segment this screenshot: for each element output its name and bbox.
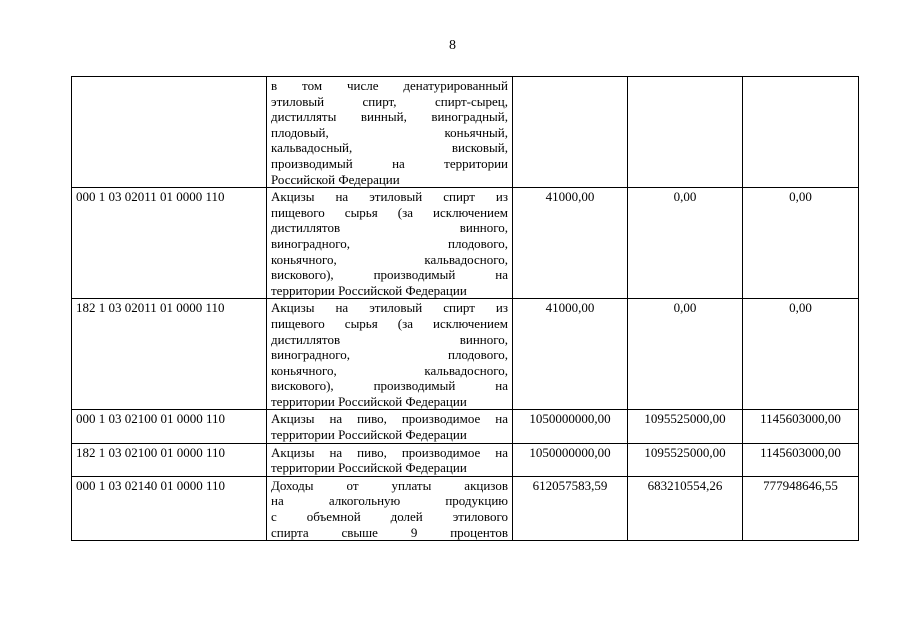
- table-row: [72, 77, 859, 188]
- revenue-name-cell: [267, 299, 513, 410]
- amount-year-1-cell: 1050000000,00: [513, 410, 628, 443]
- amount-year-3-cell: 777948646,55: [743, 476, 859, 540]
- budget-code-cell: 000 1 03 02011 01 0000 110: [72, 188, 267, 299]
- amount-year-1-cell: 41000,00: [513, 188, 628, 299]
- text-line: дистилляты винный, виноградный,: [271, 109, 508, 125]
- amount-year-3-cell: 0,00: [743, 299, 859, 410]
- amount-year-2-cell: 1095525000,00: [628, 443, 743, 476]
- amount-year-3-cell: [743, 77, 859, 188]
- text-line: спирта свыше 9 процентов: [271, 524, 508, 540]
- amount-year-1-cell: 41000,00: [513, 299, 628, 410]
- text-line: с объемной долей этилового: [271, 509, 508, 525]
- table-row: [72, 299, 859, 410]
- amount-year-2-cell: [628, 77, 743, 188]
- text-line: виноградного, плодового,: [271, 347, 508, 363]
- revenue-name-cell: [267, 188, 513, 299]
- text-line: плодовый, коньячный,: [271, 124, 508, 140]
- budget-revenue-table: [71, 76, 859, 541]
- text-line: вискового), производимый на: [271, 378, 508, 394]
- amount-year-2-cell: 0,00: [628, 188, 743, 299]
- amount-year-1-cell: 612057583,59: [513, 476, 628, 540]
- text-line: Акцизы на этиловый спирт из: [271, 300, 508, 316]
- budget-code-cell: 000 1 03 02140 01 0000 110: [72, 476, 267, 540]
- text-line: дистиллятов винного,: [271, 331, 508, 347]
- text-line: территории Российской Федерации: [271, 460, 467, 476]
- budget-code-cell: [72, 77, 267, 188]
- text-line: территории Российской Федерации: [271, 282, 467, 298]
- text-line: кальвадосный, висковый,: [271, 140, 508, 156]
- text-line: Российской Федерации: [271, 171, 400, 187]
- text-line: коньячного, кальвадосного,: [271, 251, 508, 267]
- amount-year-2-cell: 0,00: [628, 299, 743, 410]
- text-line: на алкогольную продукцию: [271, 493, 508, 509]
- revenue-name-cell: [267, 77, 513, 188]
- text-line: дистиллятов винного,: [271, 220, 508, 236]
- revenue-name-cell: [267, 476, 513, 540]
- budget-code-cell: 182 1 03 02011 01 0000 110: [72, 299, 267, 410]
- amount-year-1-cell: [513, 77, 628, 188]
- text-line: пищевого сырья (за исключением: [271, 315, 508, 331]
- text-line: производимый на территории: [271, 155, 508, 171]
- table-row: [72, 410, 859, 443]
- text-line: вискового), производимый на: [271, 267, 508, 283]
- table-row: [72, 443, 859, 476]
- revenue-name-cell: [267, 443, 513, 476]
- amount-year-1-cell: 1050000000,00: [513, 443, 628, 476]
- text-line: этиловый спирт, спирт-сырец,: [271, 93, 508, 109]
- table-row: [72, 188, 859, 299]
- text-line: в том числе денатурированный: [271, 78, 508, 93]
- table-row: [72, 476, 859, 540]
- text-line: Доходы от уплаты акцизов: [271, 477, 508, 493]
- text-line: территории Российской Федерации: [271, 393, 467, 409]
- amount-year-3-cell: 0,00: [743, 188, 859, 299]
- amount-year-2-cell: 1095525000,00: [628, 410, 743, 443]
- text-line: коньячного, кальвадосного,: [271, 362, 508, 378]
- amount-year-3-cell: 1145603000,00: [743, 443, 859, 476]
- amount-year-3-cell: 1145603000,00: [743, 410, 859, 443]
- text-line: виноградного, плодового,: [271, 235, 508, 251]
- page-number: 8: [449, 38, 456, 53]
- text-line: Акцизы на пиво, производимое на: [271, 444, 508, 460]
- text-line: Акцизы на пиво, производимое на: [271, 411, 508, 427]
- budget-code-cell: 182 1 03 02100 01 0000 110: [72, 443, 267, 476]
- revenue-name-cell: [267, 410, 513, 443]
- text-line: пищевого сырья (за исключением: [271, 204, 508, 220]
- text-line: территории Российской Федерации: [271, 427, 467, 443]
- text-line: Акцизы на этиловый спирт из: [271, 189, 508, 205]
- budget-code-cell: 000 1 03 02100 01 0000 110: [72, 410, 267, 443]
- amount-year-2-cell: 683210554,26: [628, 476, 743, 540]
